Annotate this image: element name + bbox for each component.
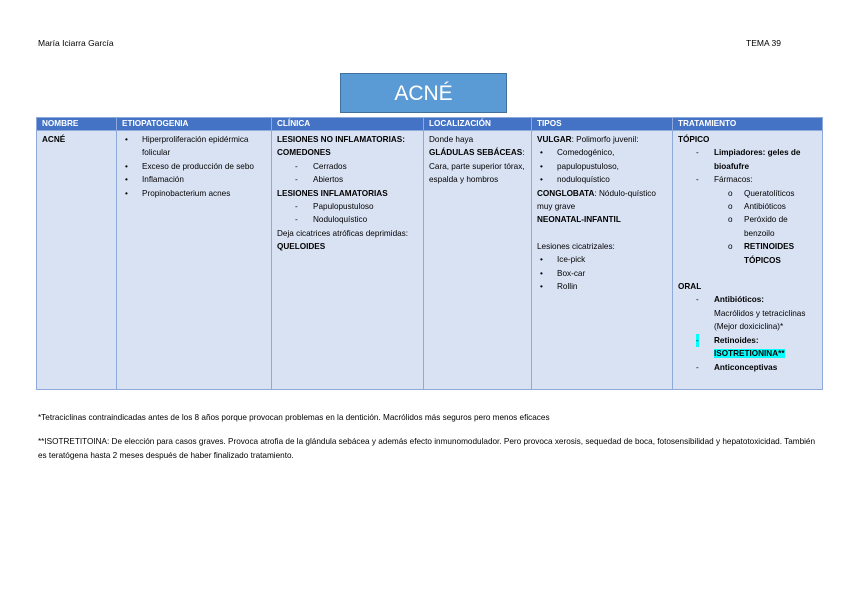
oral-title: ORAL <box>678 282 702 292</box>
col-header-tratamiento: TRATAMIENTO <box>673 118 823 131</box>
cell-etiopatogenia <box>117 131 272 390</box>
conglobata-text: : Nódulo-quístico muy grave <box>537 188 656 212</box>
list-item <box>704 240 817 267</box>
tipo-conglobata <box>537 187 667 214</box>
list-item: o Antibióticos <box>704 200 817 213</box>
acne-table <box>36 117 823 390</box>
table-row <box>37 131 823 390</box>
localizacion-rest: : Cara, parte superior tórax, espalda y hombros <box>429 148 525 185</box>
tipo-neonatal: NEONATAL-INFANTIL <box>537 215 621 225</box>
anticonceptivas-label: Anticonceptivas <box>714 362 778 372</box>
page-title: ACNÉ <box>340 73 507 113</box>
col-header-clinica: CLÍNICA <box>272 118 424 131</box>
list-item: - Abiertos <box>277 173 418 186</box>
antibioticos-label: Antibióticos: <box>714 295 765 305</box>
list-item: - Noduloquístico <box>277 213 418 226</box>
cell-tratamiento <box>673 131 823 390</box>
list-item <box>678 293 817 333</box>
list-item: • Propinobacterium acnes <box>122 187 266 200</box>
clinica-cicatrices <box>277 227 418 254</box>
antibioticos-text: Macrólidos y tetraciclinas (Mejor doxiciclina)* <box>714 308 806 332</box>
queloides-label: QUELOIDES <box>277 242 326 252</box>
col-header-nombre: NOMBRE <box>37 118 117 131</box>
list-item: • Ice-pick <box>537 253 667 266</box>
list-item: • Exceso de producción de sebo <box>122 160 266 173</box>
cell-nombre <box>37 131 117 390</box>
topico-title: TÓPICO <box>678 135 710 144</box>
limpiadores-label: Limpiadores: geles de bioafufre <box>714 148 801 171</box>
footnote-2: **ISOTRETITOINA: De elección para casos graves. Provoca atrofia de la glándula sebácea y además efecto inmunomodulador. Pero provoca xerosis, sequedad de boca, fotosensibilidad y hepatotoxicidad. También es teratógena hasta 2 meses después de haber finalizado tratamiento. <box>38 437 816 460</box>
cell-clinica <box>272 131 424 390</box>
list-item <box>678 361 817 374</box>
cicatrices-text: Deja cicatrices atróficas deprimidas: <box>277 228 409 238</box>
author-name: María Iciarra García <box>38 38 114 48</box>
retinoides-label: Retinoides: <box>714 335 759 345</box>
vulgar-label: VULGAR <box>537 135 572 144</box>
list-item: o Queratolíticos <box>704 187 817 200</box>
nombre-value: ACNÉ <box>42 135 66 144</box>
col-header-tipos: TIPOS <box>532 118 673 131</box>
list-item: • Inflamación <box>122 173 266 186</box>
isotretinoina-highlight: ISOTRETIONINA** <box>714 349 785 359</box>
list-item <box>678 334 817 361</box>
list-item: • Comedogénico, <box>537 146 667 159</box>
cell-localizacion <box>424 131 532 390</box>
tipo-vulgar <box>537 133 667 146</box>
list-item: o Peróxido de benzoilo <box>704 213 817 240</box>
localizacion-intro: Donde haya <box>429 135 474 144</box>
topic-label: TEMA 39 <box>746 38 781 48</box>
list-item: - Fármacos: <box>678 173 817 186</box>
table-header-row <box>37 118 823 131</box>
footnote-1: *Tetraciclinas contraindicadas antes de los 8 años porque provocan problemas en la dentición. Macrólidos más seguros pero menos eficaces <box>38 413 550 422</box>
localizacion-text <box>429 146 526 186</box>
list-item: • Hiperproliferación epidérmica folicular <box>122 133 266 160</box>
cicatrizales-title: Lesiones cicatrizales: <box>537 241 615 251</box>
clinica-inflam-title: LESIONES INFLAMATORIAS <box>277 188 388 198</box>
list-item: • Box-car <box>537 267 667 280</box>
clinica-comedones-title: COMEDONES <box>277 148 331 158</box>
list-item: - Papulopustuloso <box>277 200 418 213</box>
list-item: - Cerrados <box>277 160 418 173</box>
list-item: • Rollin <box>537 280 667 293</box>
cell-tipos <box>532 131 673 390</box>
list-item: • papulopustuloso, <box>537 160 667 173</box>
glandulas-label: GLÁDULAS SEBÁCEAS <box>429 148 523 158</box>
col-header-localizacion: LOCALIZACIÓN <box>424 118 532 131</box>
list-item <box>678 146 817 173</box>
conglobata-label: CONGLOBATA <box>537 188 595 198</box>
vulgar-text: : Polimorfo juvenil: <box>571 135 639 144</box>
col-header-etiopatogenia: ETIOPATOGENIA <box>117 118 272 131</box>
retinoides-topicos-label: RETINOIDES TÓPICOS <box>744 242 795 265</box>
list-item: • noduloquístico <box>537 173 667 186</box>
clinica-no-inflam-title: LESIONES NO INFLAMATORIAS: <box>277 135 405 144</box>
